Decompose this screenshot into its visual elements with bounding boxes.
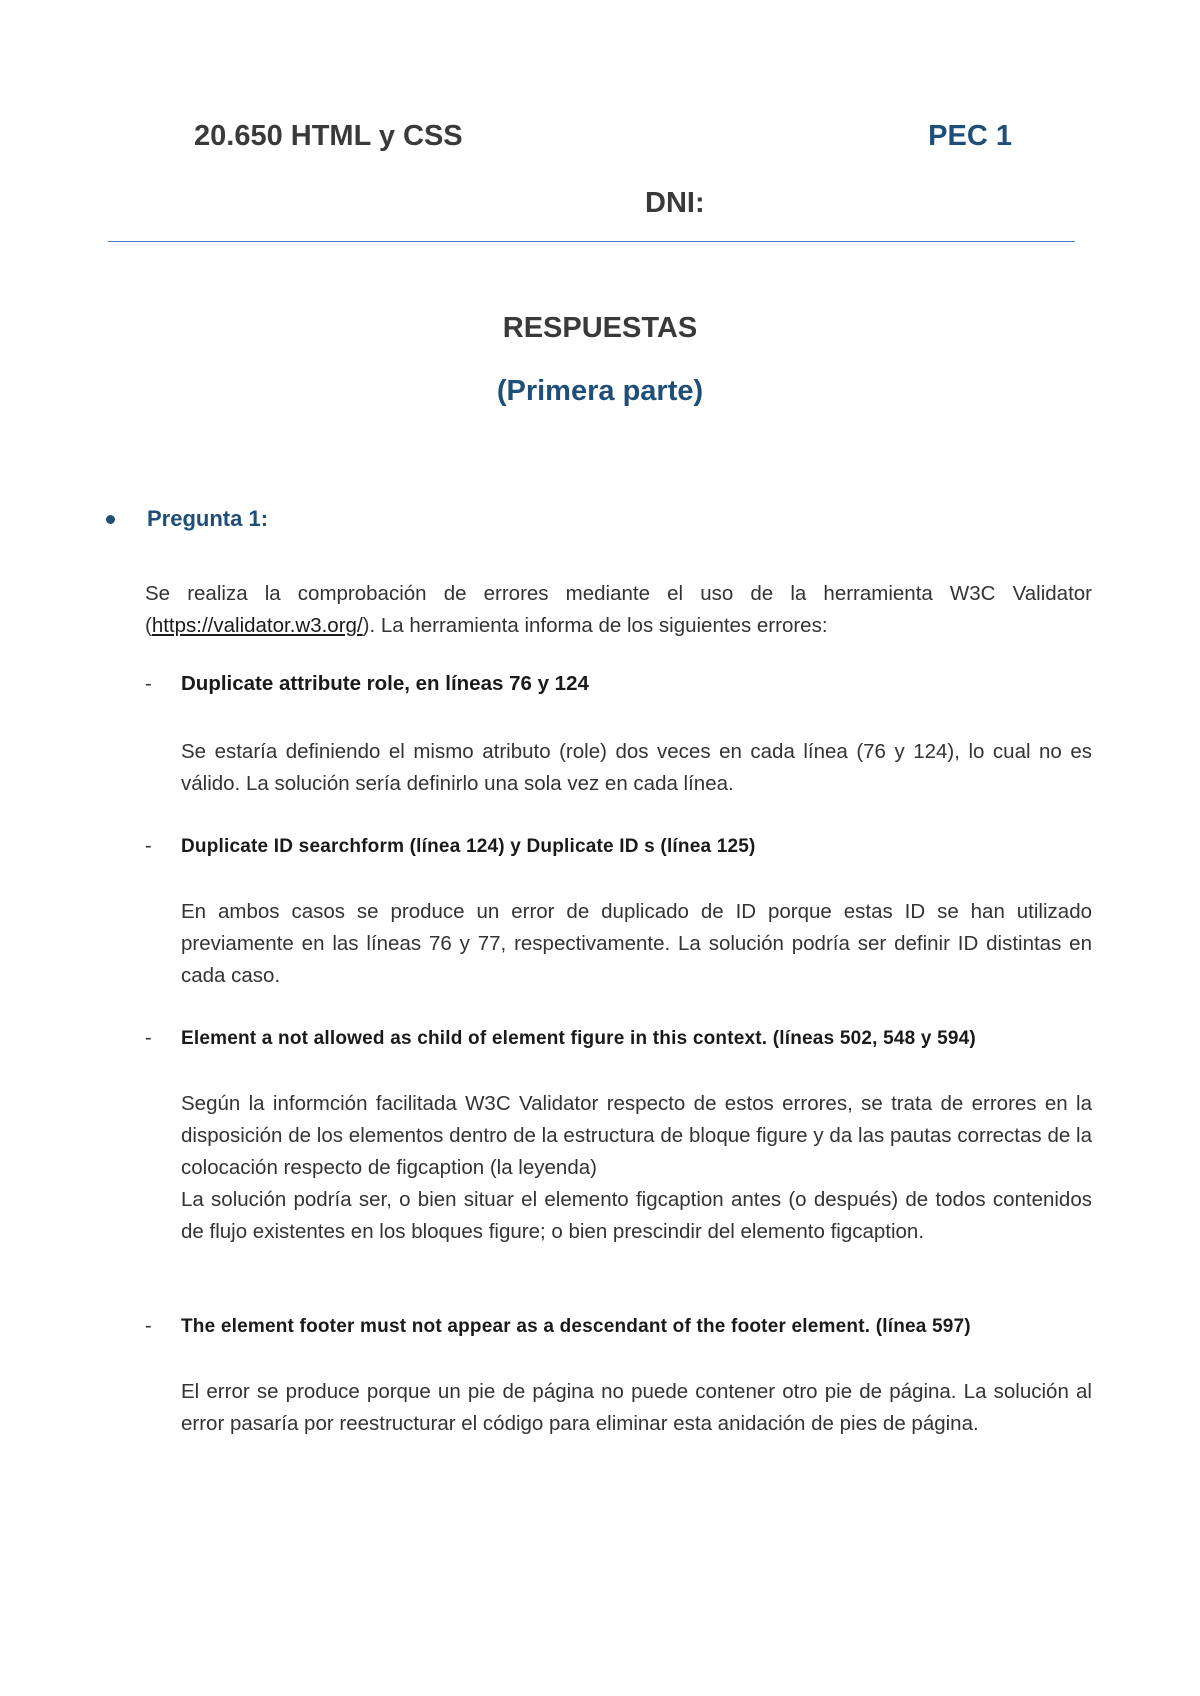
list-dash: - [145,1315,152,1337]
section-subtitle: (Primera parte) [496,375,704,407]
error-title: Duplicate attribute role, en líneas 76 y 124 [181,672,589,695]
course-title: 20.650 HTML y CSS [194,120,463,152]
bullet-icon [106,515,115,524]
error-solution: La solución podría ser, o bien situar el elemento figcaption antes (o después) de todos contenidos de flujo existentes en los bloques figure; o bien prescindir del elemento figcaption. [181,1188,1092,1243]
section-title: RESPUESTAS [502,312,698,344]
error-description: Según la informción facilitada W3C Validator respecto de estos errores, se trata de errores en la disposición de los elementos dentro de la estructura de bloque figure y da las pautas correctas de la colocación respecto de figcaption (la leyenda) [181,1092,1092,1179]
error-description: En ambos casos se produce un error de duplicado de ID porque estas ID se han utilizado previamente en las líneas 76 y 77, respectivamente. La solución podría ser definir ID distintas en cada caso. [181,900,1092,987]
error-heading [145,1315,1105,1338]
error-heading [145,672,1105,696]
error-title: The element footer must not appear as a descendant of the footer element. (línea 597) [181,1316,971,1337]
question-heading [106,506,268,532]
error-title: Element a not allowed as child of element figure in this context. (líneas 502, 548 y 594) [181,1028,976,1049]
question-label: Pregunta 1: [147,506,269,531]
error-heading [145,1027,1105,1050]
header-divider [108,241,1075,242]
dni-label: DNI: [645,187,705,219]
validator-link[interactable]: https://validator.w3.org/ [151,614,363,637]
list-dash: - [145,673,152,695]
error-description: Se estaría definiendo el mismo atributo (role) dos veces en cada línea (76 y 124), lo cual no es válido. La solución sería definirlo una sola vez en cada línea. [181,740,1092,795]
list-dash: - [145,835,152,857]
list-dash: - [145,1027,152,1049]
intro-text-after: ). La herramienta informa de los siguientes errores: [362,614,828,637]
error-heading [145,835,1105,858]
question-intro [145,578,1092,642]
intro-text-before: Se realiza la comprobación de errores mediante el uso de la herramienta W3C Validator ( [145,582,1092,637]
assignment-label: PEC 1 [928,120,1012,152]
error-title: Duplicate ID searchform (línea 124) y Duplicate ID s (línea 125) [181,836,756,857]
error-description: El error se produce porque un pie de página no puede contener otro pie de página. La solución al error pasaría por reestructurar el código para eliminar esta anidación de pies de página. [181,1380,1092,1435]
